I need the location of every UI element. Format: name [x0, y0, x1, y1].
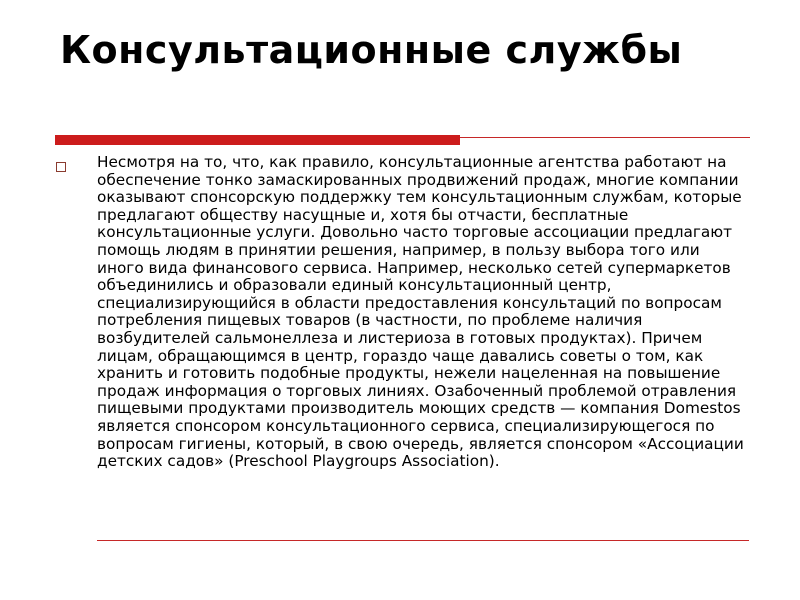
slide-title: Консультационные службы [60, 28, 683, 72]
footer-divider-line [97, 540, 749, 541]
bullet-paragraph: Несмотря на то, что, как правило, консультационные агентства работают на обеспечение тонко замаскированных продвижений продаж, многие компании оказывают спонсорскую поддержку тем консультационным службам, которые предлагают обществу насущные и, хотя бы отчасти, бесплатные консультационные услуги. Довольно часто торговые ассоциации предлагают помощь людям в принятии решения, например, в пользу выбора того или иного вида финансового сервиса. Например, несколько сетей супермаркетов объединились и образовали единый консультационный центр, специализирующийся в области предоставления консультаций по вопросам потребления пищевых товаров (в частности, по проблеме наличия возбудителей сальмонеллеза и листериоза в готовых продуктах). Причем лицам, обращающимся в центр, гораздо чаще давались советы о том, как хранить и готовить подобные продукты, нежели нацеленная на повышение продаж информация о торговых линиях. Озабоченный проблемой отравления пищевыми продуктами производитель моющих средств — компания Domestos является спонсором консультационного сервиса, специализирующегося по вопросам гигиены, который, в свою очередь, является спонсором «Ассоциации детских садов» (Preschool Playgroups Association). [97, 153, 744, 471]
square-bullet-icon [56, 162, 66, 172]
title-accent-bar [55, 135, 460, 145]
